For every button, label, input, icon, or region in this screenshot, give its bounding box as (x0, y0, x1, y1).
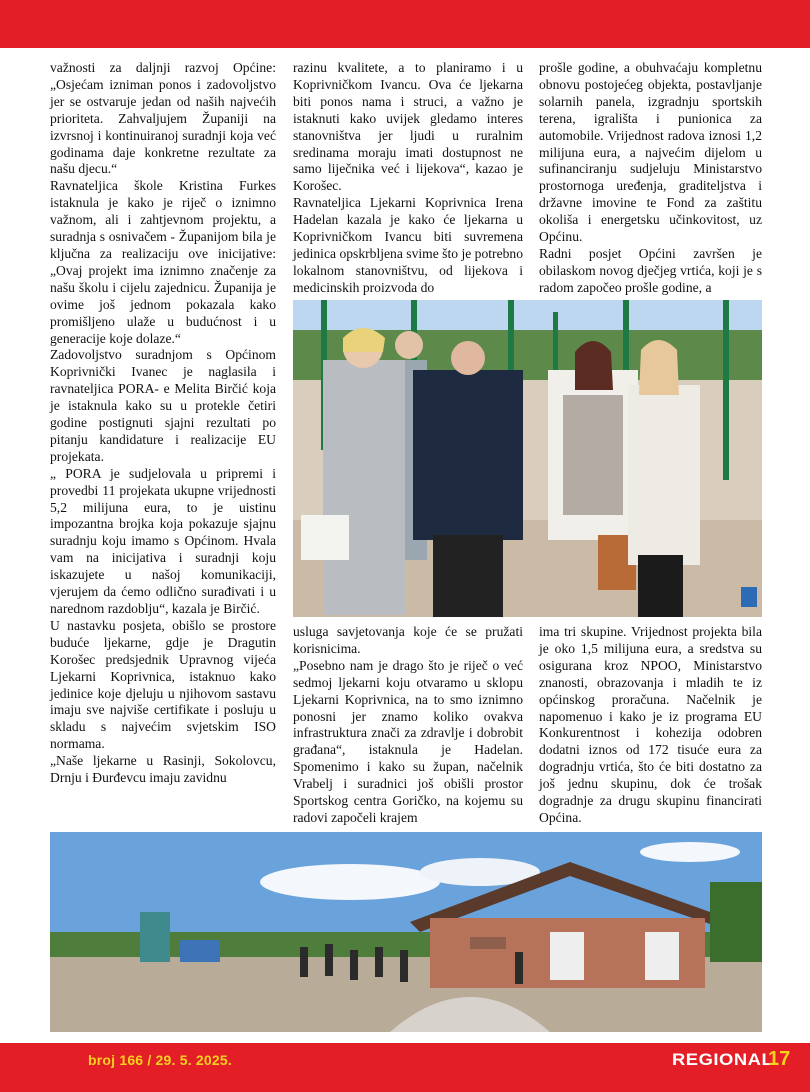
paragraph: usluga savjetovanja koje će se pružati korisnicima. (293, 624, 523, 656)
paragraph: „Posebno nam je drago što je riječ o već sedmoj ljekarni koju otvaramo u sklopu Ljekarni Koprivnica, na to smo iznimno ponosni jer znamo koliko ovakva infrastruktura znači za zdravlje i dobrobit građana“, istaknula je Hadelan. Spomenimo i kako su župan, načelnik Vrabelj i suradnici još obišli prostor Sportskog centra Goričko, na kojemu su radovi započeli krajem (293, 657, 523, 825)
group-photo-illustration (293, 300, 762, 617)
paragraph: ima tri skupine. Vrijednost projekta bila je oko 1,5 milijuna eura, a sredstva su osigurana kroz NPOO, Ministarstvo znanosti, obrazovanja i mladih te iz općinskog proračuna. Načelnik je napomenuo i kako je iz programa EU Konkurentnost i kohezija odobren dodatni iznos od 172 tisuće eura za dogradnju vrtića, što će biti dostatno za još jednu skupinu, dok će trošak dogradnje za drugu skupinu financirati Općina. (539, 624, 762, 825)
issue-date: broj 166 / 29. 5. 2025. (88, 1052, 232, 1068)
paragraph: Ravnateljica škole Kristina Furkes istaknula je kako je riječ o iznimno važnom, ali i zahtjevnom projektu, a suradnja s osnivačem - Županijom bila je ključna za realizaciju ove inicijative: „Ovaj projekt ima iznimno značenje za našu školu i cijelu zajednicu. Županija je ovime još jednom pokazala kako promišljeno ulaže u budućnost i u generacije koje dolaze.“ (50, 178, 276, 346)
paragraph: razinu kvalitete, a to planiramo i u Koprivničkom Ivancu. Ova će ljekarna biti ponos nama i struci, a važno je istaknuti kako uvijek gledamo interes stanovništva jer ljudi u ruralnim sredinama moraju imati dostupnost ne samo liječnika već i lijekova“, kazao je Korošec. (293, 60, 523, 194)
article-column-1 (50, 60, 276, 787)
paragraph: U nastavku posjeta, obišlo se prostore buduće ljekarne, gdje je Dragutin Korošec predsjednik Upravnog vijeća Ljekarni Koprivnica, istaknuo kako jedinice koje djeluju u njihovom sastavu imaju sve najviše certifikate i posluju u skladu s najvećim svjetskim ISO normama. (50, 617, 276, 752)
article-column-3 (539, 60, 762, 297)
kindergarten-site-photo (50, 832, 762, 1032)
paragraph: „Naše ljekarne u Rasinji, Sokolovcu, Drnju i Đurđevcu imaju zavidnu (50, 753, 276, 786)
paragraph: Radni posjet Općini završen je obilaskom novog dječjeg vrtića, koji je s radom započeo prošle godine, a (539, 245, 762, 295)
paragraph: Ravnateljica Ljekarni Koprivnica Irena Hadelan kazala je kako će ljekarna u Koprivničkom Ivancu biti suvremena jedinica opskrbljena svime što je potrebno lokalnom stanovništvu, od lijekova i medicinskih proizvoda do (293, 195, 523, 295)
group-photo-people (293, 300, 762, 617)
paragraph: Zadovoljstvo suradnjom s Općinom Koprivnički Ivanec je naglasila i ravnateljica PORA- e Melita Birčić koja je istaknula kako su u protekle četiri godine postignuti sjajni rezultati po pitanju kandidature i realizacije EU projekata. (50, 347, 276, 464)
article-column-2-lower (293, 624, 523, 827)
paragraph: važnosti za daljnji razvoj Općine: „Osjećam izniman ponos i zadovoljstvo jer se ostvaruje jedan od naših najvećih prioriteta. Zahvaljujem Županiji na izvrsnoj i kontinuiranoj suradnji koja već godinama daje konkretne rezultate za našu djecu.“ (50, 60, 276, 177)
article-column-2 (293, 60, 523, 297)
article-column-3-lower (539, 624, 762, 827)
page-number: 17 (768, 1048, 791, 1070)
kindergarten-photo-illustration (50, 832, 762, 1032)
paragraph: prošle godine, a obuhvaćaju kompletnu obnovu postojećeg objekta, postavljanje solarnih panela, izgradnju sportskih terena, igrališta i punionica za automobile. Vrijednost radova iznosi 1,2 milijuna eura, a najvećim dijelom u sufinanciranju sudjeluju Ministarstvo prostornoga uređenja, graditeljstva i državne imovine te Fond za zaštitu okoliša i energetsku učinkovitost, uz Općinu. (539, 60, 762, 245)
magazine-logo: REGIONAL (672, 1050, 774, 1069)
paragraph: „ PORA je sudjelovala u pripremi i provedbi 11 projekata ukupne vrijednosti 5,2 milijuna eura, to je uistinu impozantna brojka koja pokazuje sjajnu suradnju koju imamo s Općinom. Hvala vam na inicijativa i suradnji koju iskazujete u našoj komunikaciji, vjerujem da ćemo odlično surađivati i u narednom razdoblju“, kazala je Birčić. (50, 465, 276, 616)
top-red-band (0, 0, 810, 48)
